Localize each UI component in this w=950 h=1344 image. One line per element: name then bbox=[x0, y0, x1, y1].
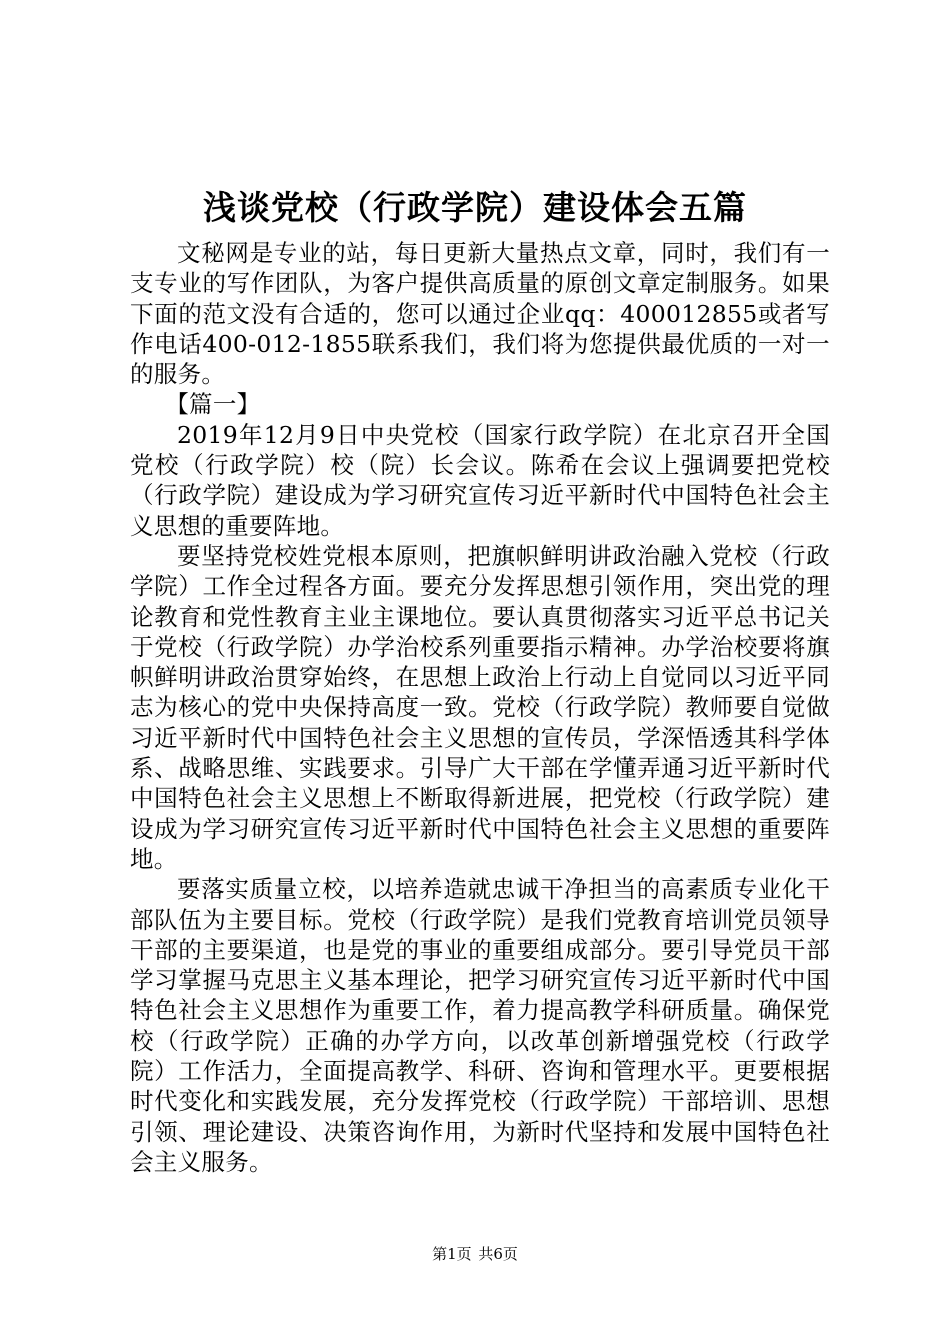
page-footer bbox=[0, 1244, 950, 1264]
body-paragraph-2: 要坚持党校姓党根本原则，把旗帜鲜明讲政治融入党校（行政学院）工作全过程各方面。要充分发挥思想引领作用，突出党的理论教育和党性教育主业主课地位。要认真贯彻落实习近平总书记关于党校（行政学院）办学治校系列重要指示精神。办学治校要将旗帜鲜明讲政治贯穿始终，在思想上政治上行动上自觉同以习近平同志为核心的党中央保持高度一致。党校（行政学院）教师要自觉做习近平新时代中国特色社会主义思想的宣传员，学深悟透其科学体系、战略思维、实践要求。引导广大干部在学懂弄通习近平新时代中国特色社会主义思想上不断取得新进展，把党校（行政学院）建设成为学习研究宣传习近平新时代中国特色社会主义思想的重要阵地。 bbox=[130, 541, 830, 873]
body-paragraph-1: 2019年12月9日中央党校（国家行政学院）在北京召开全国党校（行政学院）校（院）长会议。陈希在会议上强调要把党校（行政学院）建设成为学习研究宣传习近平新时代中国特色社会主义思想的重要阵地。 bbox=[130, 420, 830, 540]
document-body bbox=[130, 238, 830, 1177]
intro-paragraph: 文秘网是专业的站，每日更新大量热点文章，同时，我们有一支专业的写作团队，为客户提供高质量的原创文章定制服务。如果下面的范文没有合适的，您可以通过企业qq：400012855或者写作电话400-012-1855联系我们，我们将为您提供最优质的一对一的服务。 bbox=[130, 239, 830, 389]
body-paragraph-3: 要落实质量立校，以培养造就忠诚干净担当的高素质专业化干部队伍为主要目标。党校（行政学院）是我们党教育培训党员领导干部的主要渠道，也是党的事业的重要组成部分。要引导党员干部学习掌握马克思主义基本理论，把学习研究宣传习近平新时代中国特色社会主义思想作为重要工作，着力提高教学科研质量。确保党校（行政学院）正确的办学方向，以改革创新增强党校（行政学院）工作活力，全面提高教学、科研、咨询和管理水平。更要根据时代变化和实践发展，充分发挥党校（行政学院）干部培训、思想引领、理论建设、决策咨询作用，为新时代坚持和发展中国特色社会主义服务。 bbox=[130, 875, 830, 1176]
page-number: 第1页 bbox=[432, 1245, 472, 1263]
section-heading: 【篇一】 bbox=[165, 390, 261, 419]
document-title: 浅谈党校（行政学院）建设体会五篇 bbox=[203, 188, 747, 227]
page-total: 共6页 bbox=[478, 1245, 518, 1263]
